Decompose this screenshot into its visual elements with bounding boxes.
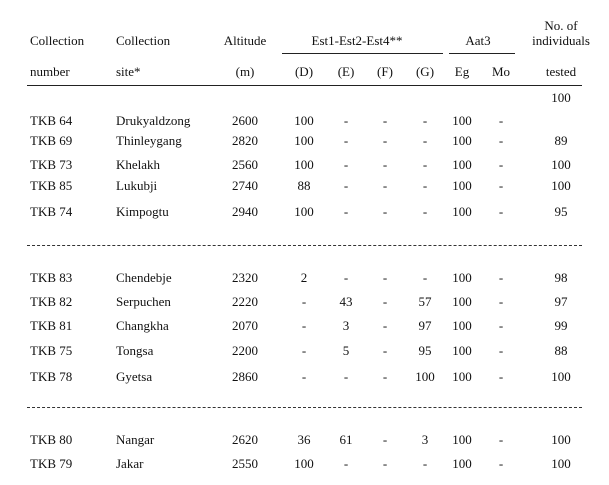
cell-individuals-tested: 97 (554, 294, 568, 309)
cell-aat-mo: - (498, 343, 504, 358)
cell-est-g: 100 (415, 369, 435, 384)
aat-group-underline (449, 53, 515, 54)
cell-est-e: - (343, 369, 349, 384)
cell-est-g: - (422, 456, 428, 471)
cell-aat-mo: - (498, 318, 504, 333)
cell-aat-mo: - (498, 157, 504, 172)
cell-aat-eg: 100 (452, 294, 472, 309)
subheader-eg: Eg (454, 64, 470, 79)
header-individuals-line1: No. of (544, 18, 578, 33)
cell-est-e: - (343, 157, 349, 172)
cell-collection-number: TKB 81 (30, 318, 73, 333)
header-altitude-line2: (m) (235, 64, 255, 79)
cell-est-f: - (382, 113, 388, 128)
cell-collection-site: Jakar (116, 456, 144, 471)
cell-collection-number: TKB 73 (30, 157, 73, 172)
header-collection-number-line2: number (30, 64, 70, 79)
cell-est-g: - (422, 270, 428, 285)
cell-collection-site: Changkha (116, 318, 169, 333)
subheader-mo: Mo (491, 64, 511, 79)
cell-est-d: 100 (294, 113, 314, 128)
cell-collection-number: TKB 78 (30, 369, 73, 384)
cell-est-f: - (382, 294, 388, 309)
cell-collection-site: Serpuchen (116, 294, 171, 309)
cell-est-f: - (382, 204, 388, 219)
cell-est-f: - (382, 157, 388, 172)
cell-altitude: 2320 (232, 270, 258, 285)
group-top-note: 100 (551, 90, 571, 105)
cell-aat-eg: 100 (452, 157, 472, 172)
header-bottom-rule (27, 85, 582, 86)
cell-aat-mo: - (498, 204, 504, 219)
cell-collection-number: TKB 79 (30, 456, 73, 471)
cell-est-d: 100 (294, 204, 314, 219)
cell-est-d: 2 (300, 270, 308, 285)
cell-collection-number: TKB 85 (30, 178, 73, 193)
cell-individuals-tested: 99 (554, 318, 568, 333)
cell-collection-number: TKB 82 (30, 294, 73, 309)
cell-aat-eg: 100 (452, 133, 472, 148)
cell-collection-site: Thinleygang (116, 133, 182, 148)
cell-est-f: - (382, 178, 388, 193)
cell-individuals-tested: 89 (554, 133, 568, 148)
header-collection-number-line1: Collection (30, 33, 85, 48)
cell-est-d: 88 (297, 178, 311, 193)
cell-collection-number: TKB 74 (30, 204, 73, 219)
cell-collection-site: Nangar (116, 432, 155, 447)
cell-aat-mo: - (498, 133, 504, 148)
cell-est-e: - (343, 113, 349, 128)
cell-altitude: 2620 (232, 432, 258, 447)
cell-est-e: 61 (339, 432, 353, 447)
cell-est-f: - (382, 343, 388, 358)
cell-altitude: 2070 (232, 318, 258, 333)
cell-est-d: - (301, 369, 307, 384)
cell-est-d: - (301, 294, 307, 309)
cell-est-g: 95 (418, 343, 432, 358)
cell-collection-site: Tongsa (116, 343, 154, 358)
cell-collection-site: Khelakh (116, 157, 161, 172)
cell-altitude: 2820 (232, 133, 258, 148)
cell-individuals-tested: 88 (554, 343, 568, 358)
cell-aat-mo: - (498, 456, 504, 471)
cell-altitude: 2550 (232, 456, 258, 471)
cell-aat-eg: 100 (452, 113, 472, 128)
cell-aat-eg: 100 (452, 369, 472, 384)
cell-est-f: - (382, 456, 388, 471)
cell-individuals-tested: 98 (554, 270, 568, 285)
cell-collection-site: Gyetsa (116, 369, 153, 384)
cell-collection-site: Drukyaldzong (116, 113, 191, 128)
cell-aat-eg: 100 (452, 343, 472, 358)
cell-collection-site: Chendebje (116, 270, 172, 285)
cell-individuals-tested: 100 (551, 369, 571, 384)
cell-est-g: - (422, 157, 428, 172)
header-altitude-line1: Altitude (223, 33, 267, 48)
cell-collection-number: TKB 80 (30, 432, 73, 447)
cell-est-e: - (343, 456, 349, 471)
cell-est-f: - (382, 133, 388, 148)
cell-est-f: - (382, 369, 388, 384)
cell-altitude: 2740 (232, 178, 258, 193)
cell-est-f: - (382, 270, 388, 285)
cell-est-g: 57 (418, 294, 432, 309)
cell-altitude: 2560 (232, 157, 258, 172)
cell-est-d: 36 (297, 432, 311, 447)
cell-collection-number: TKB 75 (30, 343, 73, 358)
cell-est-e: 43 (339, 294, 353, 309)
header-individuals-line3: tested (545, 64, 577, 79)
subheader-e: (E) (337, 64, 355, 79)
cell-est-e: - (343, 133, 349, 148)
cell-est-g: - (422, 113, 428, 128)
subheader-d: (D) (294, 64, 314, 79)
cell-individuals-tested: 100 (551, 432, 571, 447)
cell-est-e: 5 (342, 343, 350, 358)
cell-aat-mo: - (498, 178, 504, 193)
cell-est-g: 3 (421, 432, 429, 447)
cell-est-g: - (422, 133, 428, 148)
cell-est-d: - (301, 318, 307, 333)
cell-collection-number: TKB 64 (30, 113, 73, 128)
cell-aat-mo: - (498, 294, 504, 309)
cell-collection-number: TKB 83 (30, 270, 73, 285)
cell-est-f: - (382, 318, 388, 333)
cell-est-d: 100 (294, 157, 314, 172)
cell-est-e: 3 (342, 318, 350, 333)
cell-est-g: 97 (418, 318, 432, 333)
header-individuals-line2: individuals (532, 33, 590, 48)
cell-est-d: 100 (294, 456, 314, 471)
cell-aat-mo: - (498, 113, 504, 128)
cell-altitude: 2220 (232, 294, 258, 309)
cell-aat-mo: - (498, 369, 504, 384)
cell-individuals-tested: 100 (551, 456, 571, 471)
cell-individuals-tested: 100 (551, 157, 571, 172)
header-aat-group: Aat3 (465, 33, 491, 48)
header-est-group: Est1-Est2-Est4** (311, 33, 403, 48)
cell-altitude: 2200 (232, 343, 258, 358)
subheader-f: (F) (377, 64, 393, 79)
est-group-underline (282, 53, 443, 54)
cell-aat-eg: 100 (452, 270, 472, 285)
cell-collection-site: Lukubji (116, 178, 158, 193)
cell-individuals-tested: 100 (551, 178, 571, 193)
cell-aat-eg: 100 (452, 178, 472, 193)
cell-est-e: - (343, 270, 349, 285)
cell-est-g: - (422, 204, 428, 219)
cell-est-d: - (301, 343, 307, 358)
cell-aat-eg: 100 (452, 456, 472, 471)
cell-est-e: - (343, 204, 349, 219)
cell-altitude: 2940 (232, 204, 258, 219)
cell-aat-eg: 100 (452, 204, 472, 219)
cell-aat-eg: 100 (452, 432, 472, 447)
cell-aat-mo: - (498, 432, 504, 447)
cell-altitude: 2860 (232, 369, 258, 384)
cell-aat-mo: - (498, 270, 504, 285)
cell-collection-number: TKB 69 (30, 133, 73, 148)
cell-est-f: - (382, 432, 388, 447)
cell-est-e: - (343, 178, 349, 193)
cell-aat-eg: 100 (452, 318, 472, 333)
group-separator (27, 407, 582, 408)
cell-individuals-tested: 95 (554, 204, 568, 219)
group-separator (27, 245, 582, 246)
cell-est-d: 100 (294, 133, 314, 148)
header-collection-site-line2: site* (116, 64, 141, 79)
cell-est-g: - (422, 178, 428, 193)
cell-collection-site: Kimpogtu (116, 204, 169, 219)
subheader-g: (G) (415, 64, 435, 79)
cell-altitude: 2600 (232, 113, 258, 128)
header-collection-site-line1: Collection (116, 33, 171, 48)
